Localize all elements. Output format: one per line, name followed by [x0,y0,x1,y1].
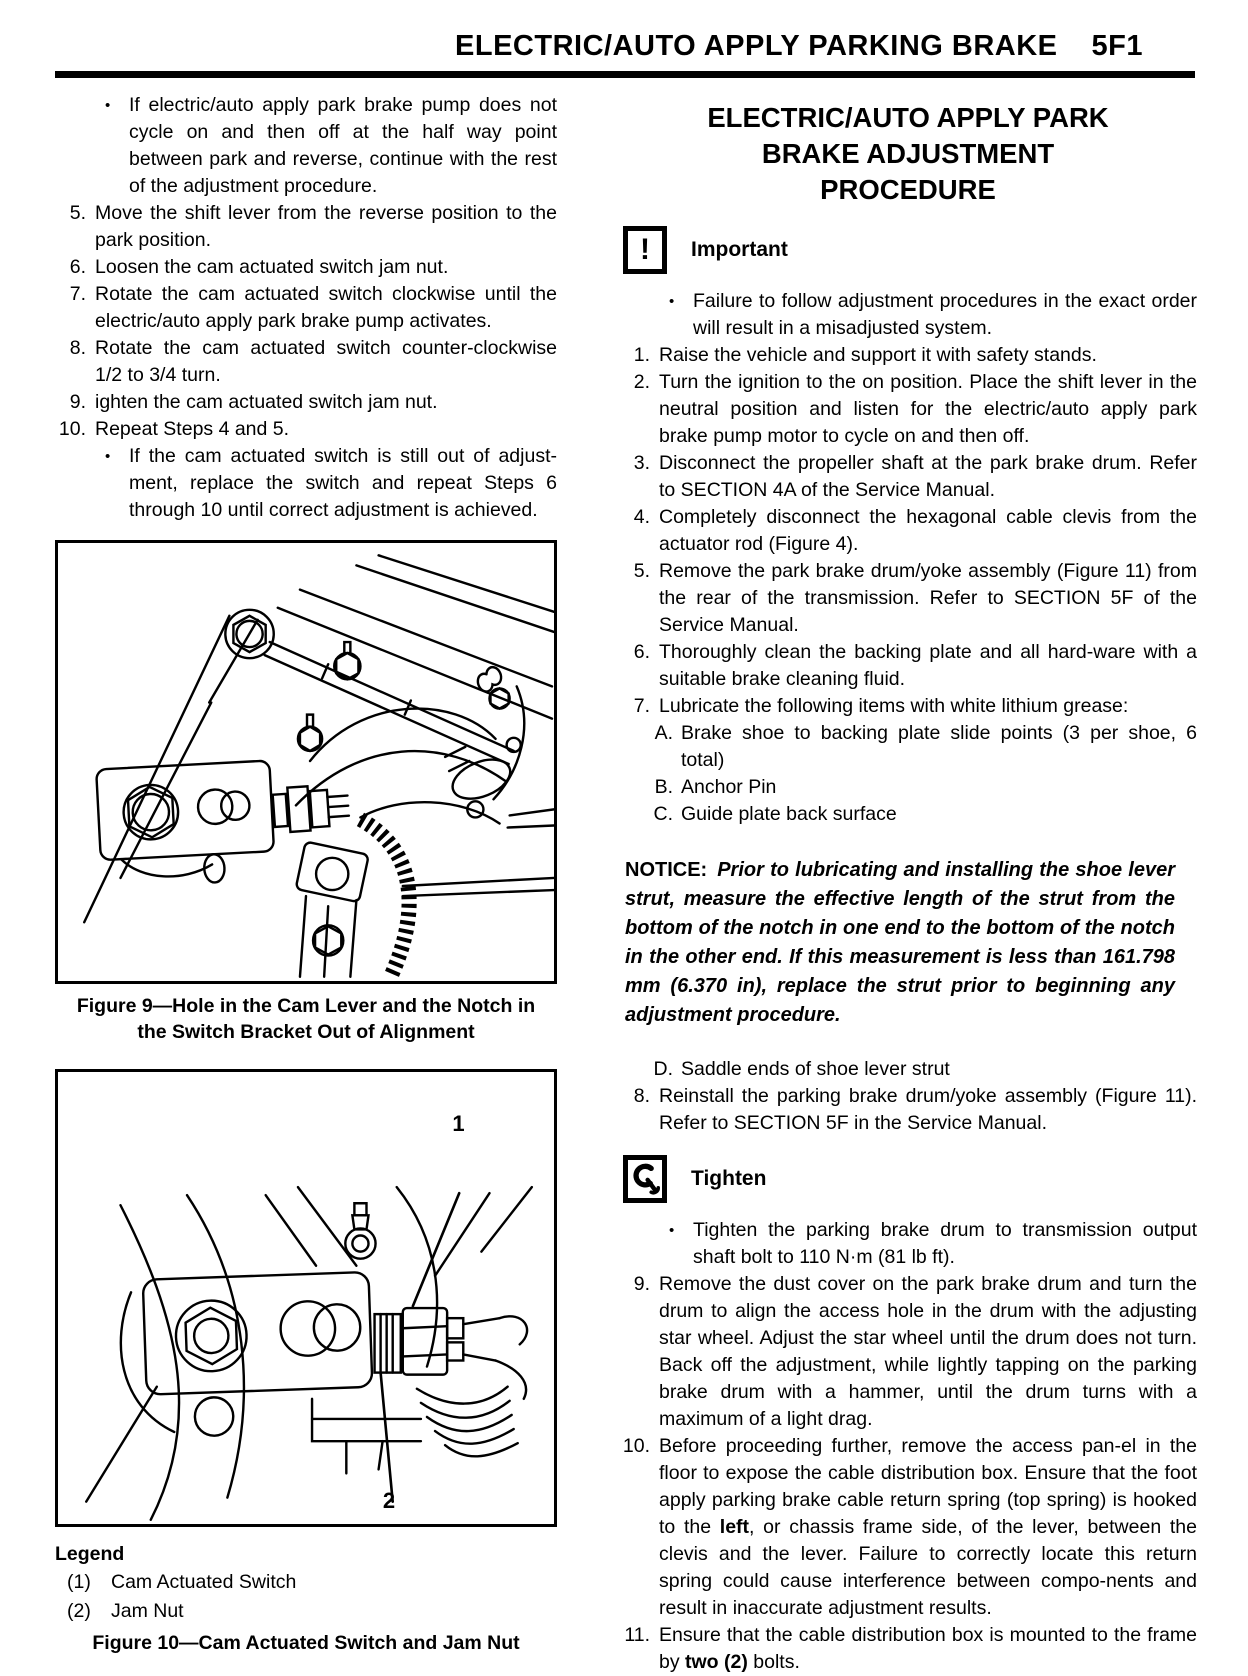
left-step-7 [55,281,557,335]
bullet-icon: • [105,448,111,465]
item-letter: A. [654,722,673,744]
step-number: 2. [633,371,650,393]
section-title-line-3: PROCEDURE [820,174,996,205]
step-number: 10. [58,418,86,440]
frame-rails [278,555,554,718]
left-step-5 [55,200,557,254]
step-number: 5. [69,202,86,224]
step-text [659,1433,1197,1622]
step-text: Reinstall the parking brake drum/yoke assembly (Figure 11). Refer to SECTION 5F in the Service Manual. [659,1085,1197,1134]
step-text: Thoroughly clean the backing plate and all hard-ware with a suitable brake cleaning fluid. [659,641,1197,690]
header-title: ELECTRIC/AUTO APPLY PARKING BRAKE [455,30,1058,62]
cam-actuated-switch [403,1308,527,1399]
step-text: Lubricate the following items with white lithium grease: [659,695,1129,717]
header-line [55,30,1195,63]
figure-10-frame [55,1069,557,1527]
item-text: Guide plate back surface [681,803,897,825]
step-number: 9. [633,1273,650,1295]
top-bolt [345,1203,375,1258]
item-text: Brake shoe to backing plate slide points (3 per shoe, 6 total) [681,722,1197,771]
figure-10-callout-2: 2 [382,1488,396,1514]
legend-title: Legend [55,1543,125,1565]
step-text: Repeat Steps 4 and 5. [95,418,290,440]
bracket-flange [312,1399,421,1474]
left-step-9 [55,389,557,416]
step-text: ighten the cam actuated switch jam nut. [95,391,438,413]
step-text-bold: left [719,1516,750,1538]
step-number: 6. [633,641,650,663]
step-number: 8. [633,1085,650,1107]
step-number: 7. [69,283,86,305]
lettered-item-b [647,774,1197,801]
right-step-11 [619,1622,1197,1676]
notice-label: NOTICE: [625,859,708,881]
step-number: 7. [633,695,650,717]
corrugated-hose [360,819,409,976]
item-text: Saddle ends of shoe lever strut [681,1058,950,1080]
figure-9-caption: Figure 9—Hole in the Cam Lever and the Notch in the Switch Bracket Out of Alignment [76,995,536,1043]
step-text: Remove the park brake drum/yoke assembly (Figure 11) from the rear of the transmission. Refer to SECTION 5F of the Service Manual. [659,560,1197,636]
step-text: Remove the dust cover on the park brake drum and turn the drum to align the access hole in the drum with the adjusting star wheel. Adjust the star wheel until the drum does not turn. Back off the adjustment, while lightly tapping on the parking brake drum with a hammer, until the drum turns with a maximum of a light drag. [659,1273,1197,1430]
tighten-heading [623,1155,1197,1203]
legend-item-number: (2) [67,1600,91,1622]
left-sub-bullet [103,443,557,524]
right-step-6 [619,639,1197,693]
switch-bracket [96,760,275,888]
step-text: Disconnect the propeller shaft at the park brake drum. Refer to SECTION 4A of the Service Manual. [659,452,1197,501]
two-column-layout [55,92,1195,1676]
background-curves [86,1187,532,1520]
right-step-4 [619,504,1197,558]
u-joint-yoke [296,842,369,977]
important-bullet [667,288,1197,342]
figure-10-drawing [58,1072,554,1524]
step-text: Move the shift lever from the reverse position to the park position. [95,202,557,251]
step-text-part: bolts. [747,1651,800,1673]
figure-10-callout-1: 1 [452,1110,465,1136]
step-number: 10. [622,1435,650,1457]
step-text: Completely disconnect the hexagonal cable clevis from the actuator rod (Figure 4). [659,506,1197,555]
step-text [659,1622,1197,1676]
legend-item [67,1568,557,1597]
legend-item-label: Cam Actuated Switch [111,1571,297,1593]
bullet-icon: • [669,1222,675,1239]
notice-text: Prior to lubricating and installing the shoe lever strut, measure the effective length of the strut from the bottom of the notch in one end to the bottom of the notch in the other end. If this measurement is less than 161.798 mm (6.370 in), replace the strut prior to beginning any adjustment procedure. [625,859,1175,1026]
figure-10 [55,1069,557,1527]
ribbed-boot [417,1387,518,1457]
step-text-part: Ensure that the cable distribution box is mounted to the frame by [659,1624,1197,1673]
step-number: 1. [633,344,650,366]
bullet-icon: • [669,293,675,310]
item-letter: C. [653,803,673,825]
tighten-bullet [667,1217,1197,1271]
step-text: Loosen the cam actuated switch jam nut. [95,256,449,278]
right-step-8 [619,1083,1197,1137]
section-title-line-2: BRAKE ADJUSTMENT [761,138,1055,169]
section-title-line-1: ELECTRIC/AUTO APPLY PARK [707,102,1109,133]
left-sub-bullet-text: If the cam actuated switch is still out of adjust-ment, replace the switch and repeat Steps 6 through 10 until correct adjustment is achieved. [129,445,557,521]
right-step-3 [619,450,1197,504]
left-column [55,92,557,1676]
right-step-7 [619,693,1197,720]
step-text: Rotate the cam actuated switch clockwise until the electric/auto apply park brake pump activates. [95,283,557,332]
bullet-icon: • [105,97,111,114]
step-number: 9. [69,391,86,413]
tighten-bullet-text: Tighten the parking brake drum to transmission output shaft bolt to 110 N·m (81 lb ft). [693,1219,1197,1268]
figure-10-caption: Figure 10—Cam Actuated Switch and Jam Nut [92,1632,520,1654]
figure-9-frame [55,540,557,984]
figure-9-drawing [58,543,554,981]
left-step-10 [55,416,557,443]
section-title [619,100,1197,208]
step-text: Rotate the cam actuated switch counter-clockwise 1/2 to 3/4 turn. [95,337,557,386]
left-step-8 [55,335,557,389]
header-page-code: 5F1 [1091,30,1143,62]
tighten-label: Tighten [691,1167,767,1190]
figure-10-legend [55,1541,557,1626]
left-intro-bullet-text: If electric/auto apply park brake pump does not cycle on and then off at the half way point between park and reverse, continue with the rest of the adjustment procedure. [129,94,557,197]
right-step-5 [619,558,1197,639]
important-icon: ! [623,226,667,274]
wrench-icon [623,1155,667,1203]
lettered-item-c [647,801,1197,828]
step-text: Raise the vehicle and support it with safety stands. [659,344,1097,366]
legend-item-number: (1) [67,1571,91,1593]
figure-9 [55,540,557,1045]
item-letter: D. [653,1058,673,1080]
important-label: Important [691,238,788,261]
step-text: Turn the ignition to the on position. Place the shift lever in the neutral position and listen for the electric/auto apply park brake pump motor to cycle on and then off. [659,371,1197,447]
right-column [619,92,1197,1676]
step-text-part: Before proceeding further, remove the access pan-el in the floor to expose the cable distribution box. Ensure that the foot apply parking brake cable return spring (top spring) is hooked to the [659,1435,1197,1538]
important-bullet-text: Failure to follow adjustment procedures in the exact order will result in a misadjusted system. [693,290,1197,339]
left-step-6 [55,254,557,281]
step-number: 6. [69,256,86,278]
page-header [55,30,1195,78]
left-intro-bullet [103,92,557,200]
step-text-bold: two (2) [685,1651,748,1673]
legend-item-label: Jam Nut [111,1600,184,1622]
header-rule [55,71,1195,78]
background-line [403,878,554,886]
legend-item [67,1597,557,1626]
right-step-1 [619,342,1197,369]
step-number: 11. [624,1624,650,1646]
right-step-9 [619,1271,1197,1433]
jam-nut-fitting [272,784,350,833]
lettered-item-d [647,1056,1197,1083]
notice-block [625,856,1175,1030]
item-letter: B. [654,776,673,798]
step-number: 4. [633,506,650,528]
step-text-part: , or chassis frame side, of the lever, between the clevis and the lever. Failure to correctly locate this return spring could cause interference between compo-nents and result in inaccurate adjustment results. [659,1516,1197,1619]
step-number: 3. [633,452,650,474]
background-line [403,890,554,896]
step-number: 5. [633,560,650,582]
important-heading [623,226,1197,274]
lettered-item-a [647,720,1197,774]
jam-nut [375,1314,401,1372]
right-step-2 [619,369,1197,450]
switch-bracket [119,1272,374,1439]
step-number: 8. [69,337,86,359]
item-text: Anchor Pin [681,776,777,798]
right-step-10 [619,1433,1197,1622]
